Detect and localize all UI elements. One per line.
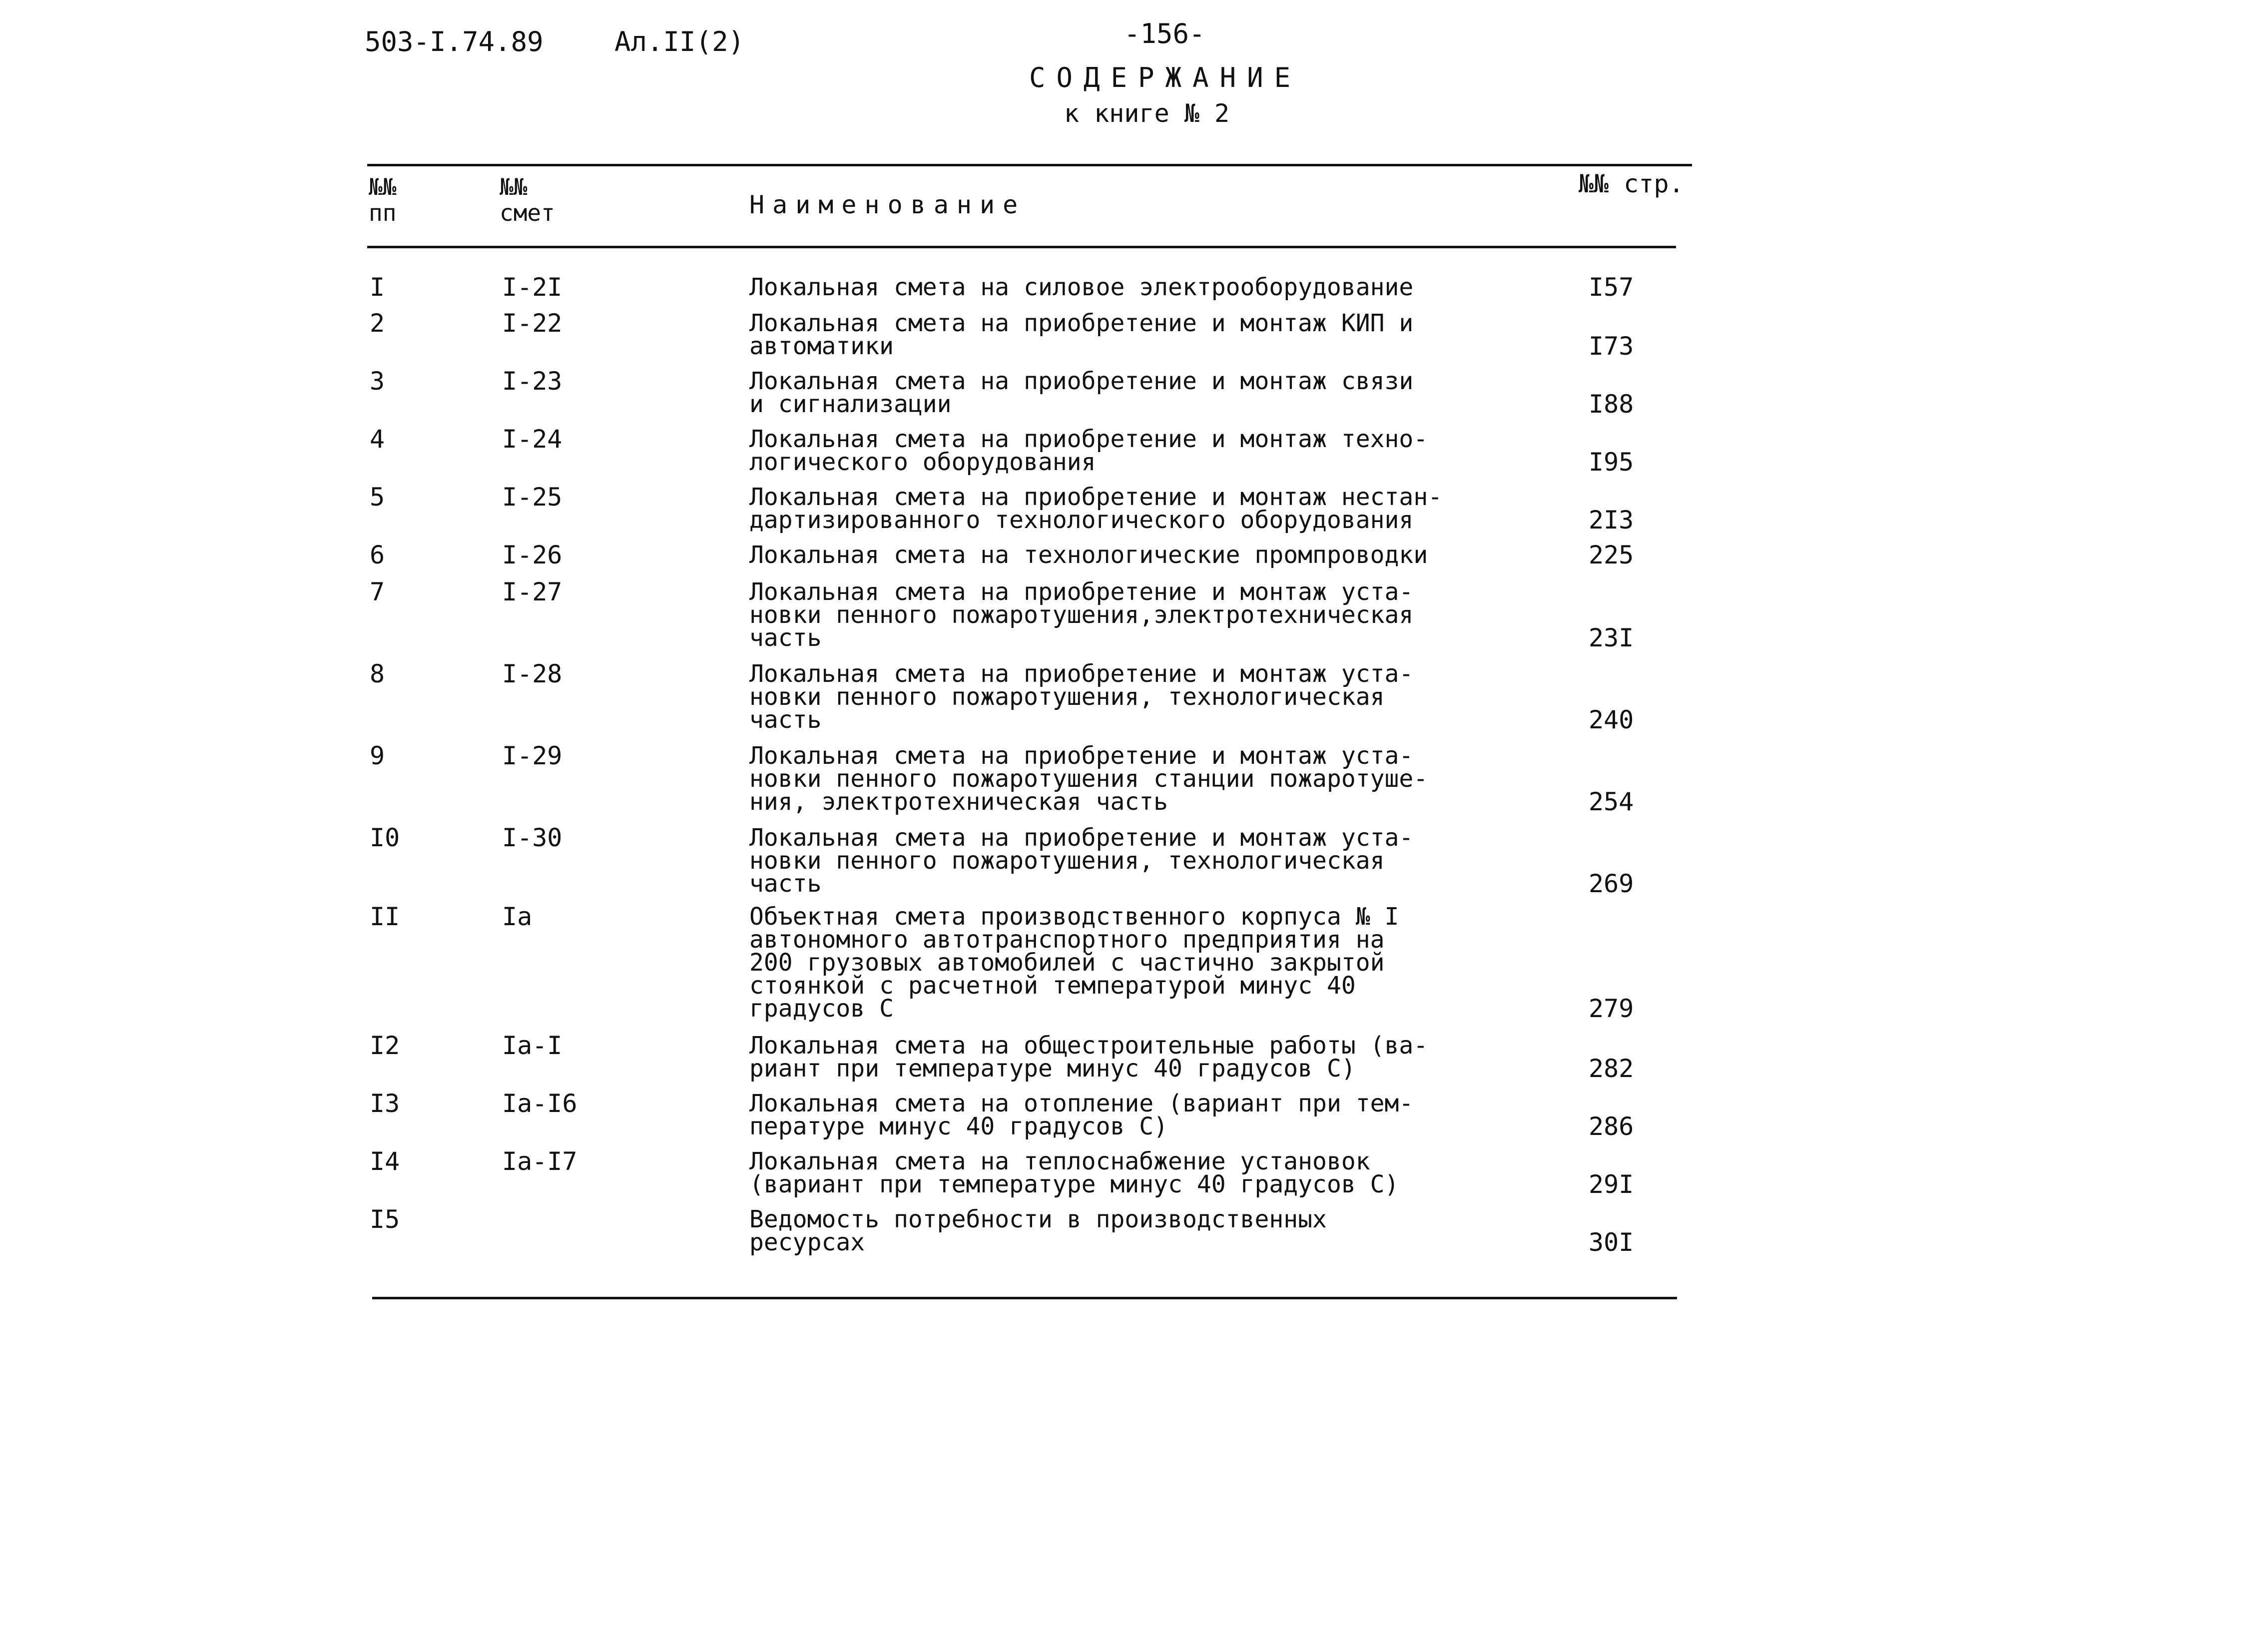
table-top-rule bbox=[367, 164, 1692, 166]
document-code: 503-I.74.89 bbox=[365, 26, 544, 57]
row-number: 9 bbox=[370, 741, 385, 770]
row-name: Объектная смета производственного корпуса № I автономного автотранспортного предприятия на 200 грузовых автомобилей с частично закрытой стоянкой с расчетной температурой минус 40 градусов С bbox=[749, 903, 1399, 1023]
row-estimate-code: I-30 bbox=[502, 823, 562, 852]
row-number: I5 bbox=[370, 1205, 400, 1234]
row-name: Локальная смета на приобретение и монтаж уста- новки пенного пожаротушения станции пожаротуше- ния, электротехническая часть bbox=[749, 742, 1428, 816]
row-page: 225 bbox=[1589, 541, 1634, 569]
row-number: 5 bbox=[370, 483, 385, 512]
row-page: 254 bbox=[1589, 787, 1634, 816]
row-page: 279 bbox=[1589, 994, 1634, 1023]
row-name: Локальная смета на приобретение и монтаж КИП и автоматики bbox=[749, 309, 1414, 360]
row-estimate-code: I-25 bbox=[502, 483, 562, 512]
row-number: I3 bbox=[370, 1089, 400, 1118]
row-page: 286 bbox=[1589, 1112, 1634, 1141]
row-estimate-code: I-24 bbox=[502, 425, 562, 454]
row-page: I73 bbox=[1589, 332, 1634, 361]
row-number: 4 bbox=[370, 425, 385, 454]
row-estimate-code: I-23 bbox=[502, 367, 562, 396]
row-page: 30I bbox=[1589, 1228, 1634, 1257]
column-header-page: №№ стр. bbox=[1579, 169, 1684, 198]
row-name: Локальная смета на приобретение и монтаж нестан- дартизированного технологического оборудования bbox=[749, 483, 1443, 534]
sheet-label: Ал.II(2) bbox=[614, 26, 745, 57]
row-page: I57 bbox=[1589, 273, 1634, 302]
row-name: Ведомость потребности в производственных ресурсах bbox=[749, 1205, 1327, 1256]
table-bottom-rule bbox=[372, 1297, 1677, 1299]
column-header-name: Наименование bbox=[749, 190, 1026, 219]
row-name: Локальная смета на приобретение и монтаж техно- логического оборудования bbox=[749, 425, 1428, 476]
column-header-number: №№ пп bbox=[369, 173, 397, 226]
column-header-estimate: №№ смет bbox=[500, 173, 555, 226]
row-page: 240 bbox=[1589, 705, 1634, 734]
row-name: Локальная смета на приобретение и монтаж уста- новки пенного пожаротушения, технологическая часть bbox=[749, 824, 1414, 898]
row-estimate-code: Iа bbox=[502, 902, 533, 931]
row-name: Локальная смета на приобретение и монтаж уста- новки пенного пожаротушения, технологическая часть bbox=[749, 660, 1414, 734]
row-page: 282 bbox=[1589, 1054, 1634, 1083]
row-name: Локальная смета на технологические промпроводки bbox=[749, 541, 1428, 569]
row-estimate-code: I-26 bbox=[502, 541, 562, 569]
row-name: Локальная смета на силовое электрооборудование bbox=[749, 273, 1414, 301]
row-number: 8 bbox=[370, 659, 385, 688]
row-name: Локальная смета на общестроительные работы (ва- риант при температуре минус 40 градусов С) bbox=[749, 1032, 1428, 1083]
row-page: 29I bbox=[1589, 1170, 1634, 1199]
document-title: СОДЕРЖАНИЕ bbox=[1029, 62, 1302, 93]
row-name: Локальная смета на теплоснабжение установок (вариант при температуре минус 40 градусов С) bbox=[749, 1147, 1399, 1198]
row-page: 269 bbox=[1589, 869, 1634, 898]
document-subtitle: к книге № 2 bbox=[1064, 99, 1230, 128]
row-name: Локальная смета на приобретение и монтаж связи и сигнализации bbox=[749, 367, 1414, 418]
row-estimate-code: Iа-I6 bbox=[502, 1089, 577, 1118]
row-number: I0 bbox=[370, 823, 400, 852]
row-name: Локальная смета на отопление (вариант при тем- пературе минус 40 градусов С) bbox=[749, 1090, 1414, 1140]
row-number: 2 bbox=[370, 309, 385, 338]
row-estimate-code: I-29 bbox=[502, 741, 562, 770]
row-estimate-code: I-22 bbox=[502, 309, 562, 338]
row-name: Локальная смета на приобретение и монтаж уста- новки пенного пожаротушения,электротехническая часть bbox=[749, 578, 1414, 652]
row-page: I88 bbox=[1589, 390, 1634, 419]
row-page: I95 bbox=[1589, 448, 1634, 477]
row-estimate-code: Iа-I7 bbox=[502, 1147, 577, 1176]
row-number: II bbox=[370, 902, 400, 931]
row-number: 3 bbox=[370, 367, 385, 396]
table-header-rule bbox=[367, 246, 1676, 248]
row-estimate-code: I-28 bbox=[502, 659, 562, 688]
row-number: I bbox=[370, 273, 385, 302]
row-number: 7 bbox=[370, 577, 385, 606]
row-number: I4 bbox=[370, 1147, 400, 1176]
row-estimate-code: Iа-I bbox=[502, 1031, 562, 1060]
row-estimate-code: I-27 bbox=[502, 577, 562, 606]
row-page: 2I3 bbox=[1589, 506, 1634, 535]
page-number: -156- bbox=[1124, 18, 1205, 49]
row-page: 23I bbox=[1589, 623, 1634, 652]
row-number: 6 bbox=[370, 541, 385, 569]
row-estimate-code: I-2I bbox=[502, 273, 562, 302]
row-number: I2 bbox=[370, 1031, 400, 1060]
